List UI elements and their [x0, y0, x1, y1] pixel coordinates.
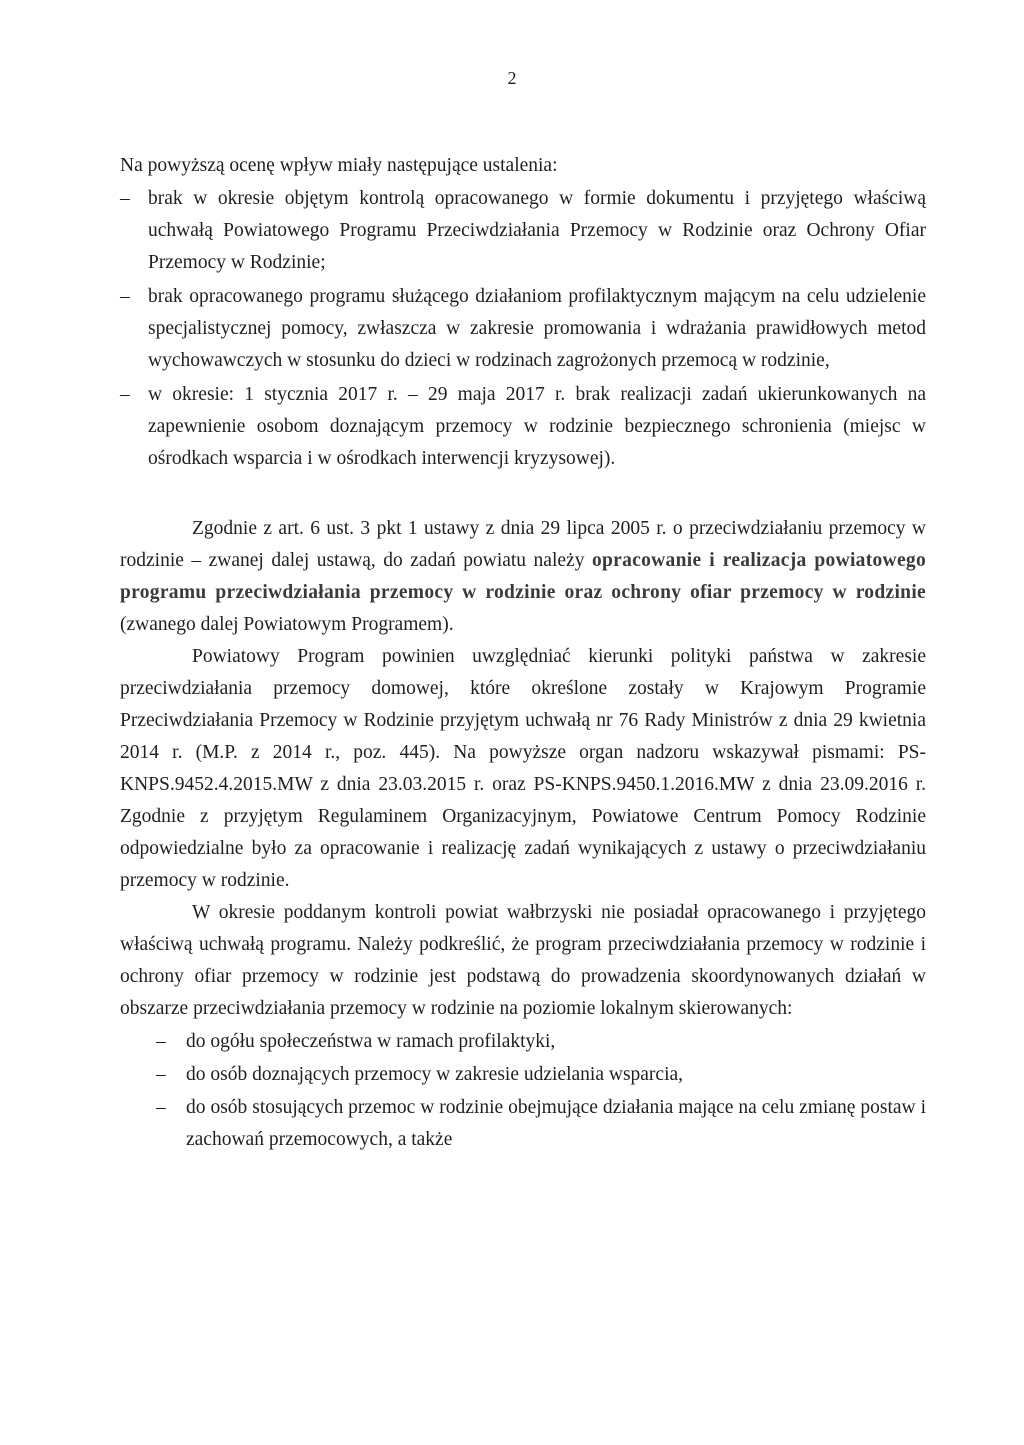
- findings-list: [120, 183, 926, 475]
- dash-bullet: –: [156, 1097, 166, 1118]
- list-item: [156, 1092, 926, 1156]
- dash-bullet: –: [156, 1064, 166, 1085]
- list-item: [156, 1026, 926, 1058]
- list-item: [120, 183, 926, 279]
- program-requirements-paragraph: Powiatowy Program powinien uwzględniać kierunki polityki państwa w zakresie przeciwdziałania przemocy domowej, które określone zostały w Krajowym Programie Przeciwdziałania Przemocy w Rodzinie przyjętym uchwałą nr 76 Rady Ministrów z dnia 29 kwietnia 2014 r. (M.P. z 2014 r., poz. 445). Na powyższe organ nadzoru wskazywał pismami: PS- KNPS.9452.4.2015.MW z dnia 23.03.2015 r. oraz PS-KNPS.9450.1.2016.MW z dnia 23.09.2016 r. Zgodnie z przyjętym Regulaminem Organizacyjnym, Powiatowe Centrum Pomocy Rodzinie odpowiedzialne było za opracowanie i realizację zadań wynikających z ustawy o przeciwdziałaniu przemocy w rodzinie.: [120, 646, 926, 891]
- document-body: [120, 150, 926, 1157]
- list-item: [120, 379, 926, 475]
- dash-bullet: –: [120, 188, 130, 209]
- list-item: [156, 1059, 926, 1091]
- targets-list: [120, 1026, 926, 1156]
- legal-basis-text: Zgodnie z art. 6 ust. 3 pkt 1 ustawy z dnia 29 lipca 2005 r. o przeciwdziałaniu przemocy w rodzinie – zwanej dalej ustawą, do zadań powiatu należy: [120, 518, 926, 571]
- target-text: do osób doznających przemocy w zakresie udzielania wsparcia,: [186, 1064, 684, 1085]
- finding-text: w okresie: 1 stycznia 2017 r. – 29 maja 2017 r. brak realizacji zadań ukierunkowanych na zapewnienie osobom doznającym przemocy w rodzinie bezpiecznego schronienia (miejsc w ośrodkach wsparcia i w ośrodkach interwencji kryzysowej).: [148, 384, 926, 469]
- findings-intro: Na powyższą ocenę wpływ miały następujące ustalenia:: [120, 155, 558, 176]
- dash-bullet: –: [120, 384, 130, 405]
- finding-text: brak w okresie objętym kontrolą opracowanego w formie dokumentu i przyjętego właściwą uchwałą Powiatowego Programu Przeciwdziałania Przemocy w Rodzinie oraz Ochrony Ofiar Przemocy w Rodzinie;: [148, 188, 926, 273]
- finding-text: brak opracowanego programu służącego działaniom profilaktycznym mającym na celu udzielenie specjalistycznej pomocy, zwłaszcza w zakresie promowania i wdrażania prawidłowych metod wychowawczych w stosunku do dzieci w rodzinach zagrożonych przemocą w rodzinie,: [148, 286, 926, 371]
- target-text: do osób stosujących przemoc w rodzinie obejmujące działania mające na celu zmianę postaw i zachowań przemocowych, a także: [186, 1097, 926, 1150]
- list-item: [120, 281, 926, 377]
- legal-basis-paragraph: [120, 513, 926, 641]
- audit-finding-paragraph: W okresie poddanym kontroli powiat wałbrzyski nie posiadał opracowanego i przyjętego właściwą uchwałą programu. Należy podkreślić, że program przeciwdziałania przemocy w rodzinie i ochrony ofiar przemocy w rodzinie jest podstawą do prowadzenia skoordynowanych działań w obszarze przeciwdziałania przemocy w rodzinie na poziomie lokalnym skierowanych:: [120, 902, 926, 1019]
- page-number: 2: [507, 68, 517, 88]
- dash-bullet: –: [120, 286, 130, 307]
- dash-bullet: –: [156, 1031, 166, 1052]
- target-text: do ogółu społeczeństwa w ramach profilaktyki,: [186, 1031, 556, 1052]
- legal-basis-text-end: (zwanego dalej Powiatowym Programem).: [120, 614, 454, 635]
- legal-basis-emphasis: opracowanie i realizacja powiatowego programu przeciwdziałania przemocy w rodzinie oraz ochrony ofiar przemocy w rodzinie: [120, 550, 926, 603]
